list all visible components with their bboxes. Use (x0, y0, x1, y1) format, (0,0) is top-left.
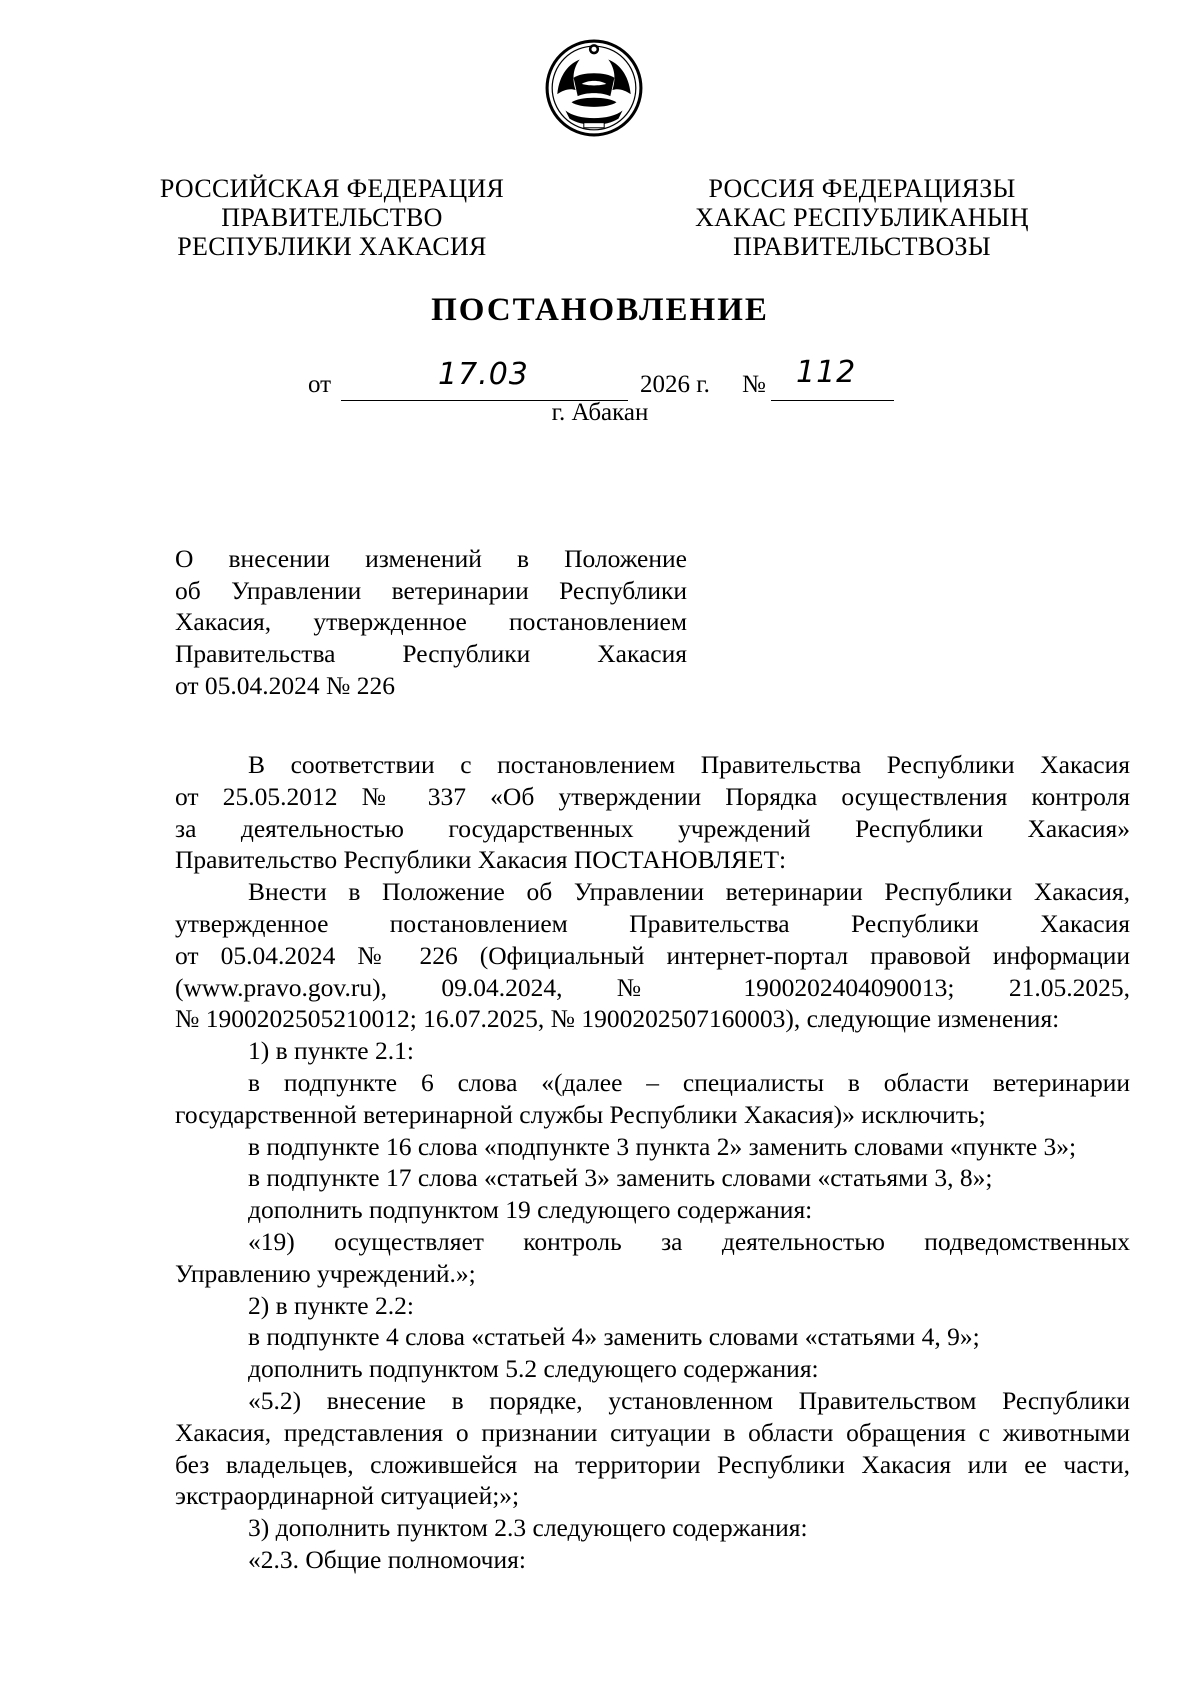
from-label: от (308, 371, 332, 398)
date-number-line (0, 355, 1200, 403)
subject-line: Правительства Республики Хакасия (175, 639, 687, 669)
body-line: 2) в пункте 2.2: (248, 1290, 414, 1320)
body-line: в подпункте 16 слова «подпункте 3 пункта 2» заменить словами «пункте 3»; (248, 1131, 1077, 1161)
body-line: в подпункте 6 слова «(далее – специалисты в области ветеринарии (248, 1067, 1130, 1097)
body-line: «19) осуществляет контроль за деятельностью подведомственных (248, 1226, 1130, 1256)
header-left-line: ПРАВИТЕЛЬСТВО (221, 203, 443, 232)
body-line: без владельцев, сложившейся на территории Республики Хакасия или ее части, (175, 1449, 1130, 1479)
body-line: Внести в Положение об Управлении ветеринарии Республики Хакасия, (248, 877, 1130, 907)
body-line: 1) в пункте 2.1: (248, 1036, 414, 1066)
body-line: дополнить подпунктом 19 следующего содержания: (248, 1195, 813, 1225)
header-right-line: ХАКАС РЕСПУБЛИКАНЫҢ (695, 203, 1029, 232)
handwritten-date: 17.03 (438, 357, 529, 392)
document-body (175, 749, 1130, 1576)
subject-line: О внесении изменений в Положение (175, 544, 687, 573)
coat-of-arms-emblem (543, 37, 645, 139)
header-left-line: РОССИЙСКАЯ ФЕДЕРАЦИЯ (159, 174, 505, 203)
body-line: Хакасия, представления о признании ситуации в области обращения с животными (175, 1417, 1130, 1447)
body-line: В соответствии с постановлением Правительства Республики Хакасия (248, 750, 1130, 779)
subject-line: об Управлении ветеринарии Республики (175, 575, 687, 605)
body-line: от 25.05.2012 № 337 «Об утверждении Порядка осуществления контроля (175, 781, 1130, 811)
document-title: ПОСТАНОВЛЕНИЕ (431, 292, 769, 328)
subject-block (175, 543, 687, 702)
body-line: Управлению учреждений.»; (175, 1258, 476, 1288)
header-right-block (622, 174, 1102, 261)
city-name: г. Абакан (551, 399, 649, 426)
header-right-line: ПРАВИТЕЛЬСТВОЗЫ (733, 232, 991, 261)
header-left-line: РЕСПУБЛИКИ ХАКАСИЯ (177, 232, 487, 261)
body-line: за деятельностью государственных учреждений Республики Хакасия» (175, 813, 1130, 843)
subject-line: от 05.04.2024 № 226 (175, 670, 396, 700)
body-line: «2.3. Общие полномочия: (248, 1544, 526, 1574)
header-right-line: РОССИЯ ФЕДЕРАЦИЯЗЫ (708, 174, 1016, 203)
subject-line: Хакасия, утвержденное постановлением (175, 607, 687, 637)
header-left-block (92, 174, 572, 261)
number-label: № (742, 371, 766, 398)
body-line: 3) дополнить пунктом 2.3 следующего содержания: (248, 1513, 808, 1543)
year-label: 2026 г. (640, 371, 710, 398)
handwritten-number: 112 (796, 355, 857, 390)
body-line: государственной ветеринарной службы Республики Хакасия)» исключить; (175, 1099, 986, 1129)
body-line: в подпункте 4 слова «статьей 4» заменить словами «статьями 4, 9»; (248, 1322, 980, 1352)
body-line: Правительство Республики Хакасия ПОСТАНОВЛЯЕТ: (175, 845, 787, 875)
body-line: дополнить подпунктом 5.2 следующего содержания: (248, 1354, 819, 1384)
body-line: (www.pravo.gov.ru), 09.04.2024, № 1900202404090013; 21.05.2025, (175, 972, 1130, 1002)
body-line: в подпункте 17 слова «статьей 3» заменить словами «статьями 3, 8»; (248, 1163, 993, 1193)
body-line: экстраординарной ситуацией;»; (175, 1481, 520, 1511)
body-line: «5.2) внесение в порядке, установленном Правительством Республики (248, 1385, 1130, 1415)
body-line: утвержденное постановлением Правительства Республики Хакасия (175, 908, 1130, 938)
body-line: № 1900202505210012; 16.07.2025, № 1900202507160003), следующие изменения: (175, 1004, 1060, 1034)
body-line: от 05.04.2024 № 226 (Официальный интернет-портал правовой информации (175, 940, 1130, 970)
